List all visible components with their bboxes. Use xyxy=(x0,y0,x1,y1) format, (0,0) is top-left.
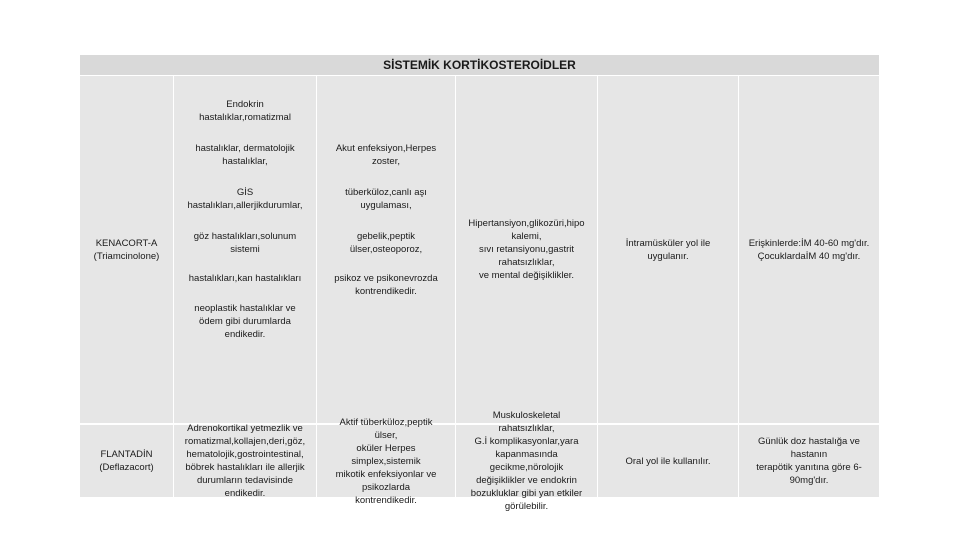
contra-block-1: Akut enfeksiyon,Herpes zoster, xyxy=(335,143,437,167)
indication-block-3: GİS hastalıkları,allerjikdurumlar, xyxy=(187,187,303,211)
corticosteroid-table xyxy=(80,55,879,512)
indication-block-5: hastalıkları,kan hastalıkları xyxy=(188,273,302,284)
indication-block-1: Endokrin hastalıklar,romatizmal xyxy=(199,99,291,123)
row2-dose-cell: Günlük doz hastalığa ve hastanın terapötik yanıtına göre 6- 90mg'dır. xyxy=(739,425,879,497)
row1-indication-cell xyxy=(174,76,316,423)
row1-side-effects-cell: Hipertansiyon,glikozüri,hipo kalemi, sıvı retansiyonu,gastrit rahatsızlıklar, ve mental değişiklikler. xyxy=(456,76,597,423)
row1-dose-cell: Erişkinlerde:İM 40-60 mg'dır. ÇocuklardaİM 40 mg'dır. xyxy=(739,76,879,423)
row1-route-cell: İntramüsküler yol ile uygulanır. xyxy=(598,76,738,423)
contra-block-4: psikoz ve psikonevrozda kontrendikedir. xyxy=(334,273,438,297)
contra-block-2: tüberküloz,canlı aşı uygulaması, xyxy=(345,187,427,211)
table-title: SİSTEMİK KORTİKOSTEROİDLER xyxy=(80,55,879,75)
indication-block-6: neoplastik hastalıklar ve ödem gibi durumlarda endikedir. xyxy=(194,303,296,340)
drug-generic: (Deflazacort) xyxy=(99,462,154,473)
contra-block-3: gebelik,peptik ülser,osteoporoz, xyxy=(349,231,423,255)
indication-block-4: göz hastalıkları,solunum sistemi xyxy=(193,231,297,255)
row2-contra-cell: Aktif tüberküloz,peptik ülser, oküler Herpes simplex,sistemik mikotik enfeksiyonlar ve psikozlarda kontrendikedir. xyxy=(317,425,455,497)
row1-drug-cell xyxy=(80,76,173,423)
row2-route-cell: Oral yol ile kullanılır. xyxy=(598,425,738,497)
row2-indication-cell: Adrenokortikal yetmezlik ve romatizmal,kollajen,deri,göz, hematolojik,gostrointestinal, böbrek hastalıkları ile allerjik durumların tedavisinde endikedir. xyxy=(174,425,316,497)
row2-side-effects-cell: Muskuloskeletal rahatsızlıklar, G.İ komplikasyonlar,yara kapanmasında gecikme,nörolojik değişiklikler ve endokrin bozukluklar gibi yan etkiler görülebilir. xyxy=(456,425,597,497)
drug-name: KENACORT-A xyxy=(95,237,158,249)
indication-block-2: hastalıklar, dermatolojik hastalıklar, xyxy=(195,143,295,167)
drug-name: FLANTADİN xyxy=(100,449,153,460)
row1-contra-cell xyxy=(317,76,455,423)
drug-generic: (Triamcinolone) xyxy=(93,250,160,262)
row2-drug-cell xyxy=(80,425,173,497)
